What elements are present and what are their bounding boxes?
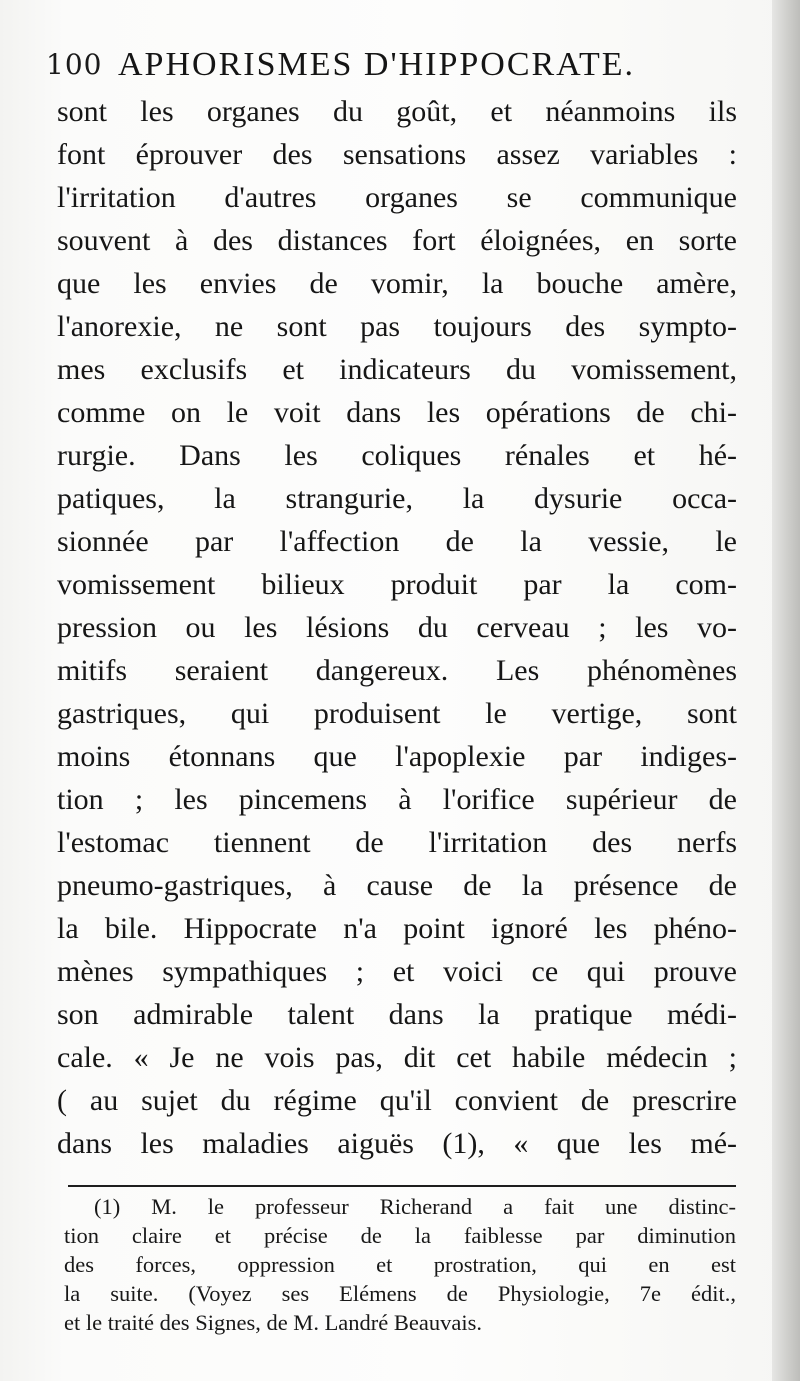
running-head: [46, 46, 736, 90]
footnote-line: et le traité des Signes, de M. Landré Beauvais.: [64, 1310, 482, 1335]
body-line: mes exclusifs et indicateurs du vomissement,: [57, 353, 737, 386]
body-line: ( au sujet du régime qu'il convient de prescrire: [57, 1084, 737, 1117]
body-line: dans les maladies aiguës (1), « que les mé-: [57, 1127, 737, 1160]
body-line: tion ; les pincemens à l'orifice supérieur de: [57, 783, 737, 816]
page-gutter-shadow: [772, 0, 800, 1381]
body-line: sont les organes du goût, et néanmoins ils: [57, 95, 737, 128]
footnote: [64, 1192, 736, 1337]
body-line: pression ou les lésions du cerveau ; les vo-: [57, 611, 737, 644]
body-line: moins étonnans que l'apoplexie par indiges-: [57, 740, 737, 773]
footnote-line: la suite. (Voyez ses Elémens de Physiologie, 7e édit.,: [64, 1281, 736, 1306]
body-line: sionnée par l'affection de la vessie, le: [57, 525, 737, 558]
body-line: gastriques, qui produisent le vertige, sont: [57, 697, 737, 730]
body-text: [57, 90, 737, 1165]
footnote-line: des forces, oppression et prostration, qui en est: [64, 1252, 736, 1277]
body-line: son admirable talent dans la pratique médi-: [57, 998, 737, 1031]
body-line: l'estomac tiennent de l'irritation des nerfs: [57, 826, 737, 859]
body-line: cale. « Je ne vois pas, dit cet habile médecin ;: [57, 1041, 737, 1074]
body-line: que les envies de vomir, la bouche amère,: [57, 267, 737, 300]
body-line: l'irritation d'autres organes se communique: [57, 181, 737, 214]
footnote-line: tion claire et précise de la faiblesse par diminution: [64, 1223, 736, 1248]
body-line: mènes sympathiques ; et voici ce qui prouve: [57, 955, 737, 988]
body-line: patiques, la strangurie, la dysurie occa-: [57, 482, 737, 515]
body-line: rurgie. Dans les coliques rénales et hé-: [57, 439, 737, 472]
body-line: vomissement bilieux produit par la com-: [57, 568, 737, 601]
body-line: comme on le voit dans les opérations de chi-: [57, 396, 737, 429]
body-line: la bile. Hippocrate n'a point ignoré les phéno-: [57, 912, 737, 945]
page-number: 100: [46, 48, 103, 81]
body-line: mitifs seraient dangereux. Les phénomènes: [57, 654, 737, 687]
body-line: l'anorexie, ne sont pas toujours des sympto-: [57, 310, 737, 343]
footnote-divider: [68, 1185, 736, 1187]
footnote-line: (1) M. le professeur Richerand a fait une distinc-: [94, 1194, 736, 1219]
body-line: font éprouver des sensations assez variables :: [57, 138, 737, 171]
body-line: souvent à des distances fort éloignées, en sorte: [57, 224, 737, 257]
running-head-title: APHORISMES D'HIPPOCRATE.: [118, 46, 635, 83]
body-line: pneumo-gastriques, à cause de la présence de: [57, 869, 737, 902]
